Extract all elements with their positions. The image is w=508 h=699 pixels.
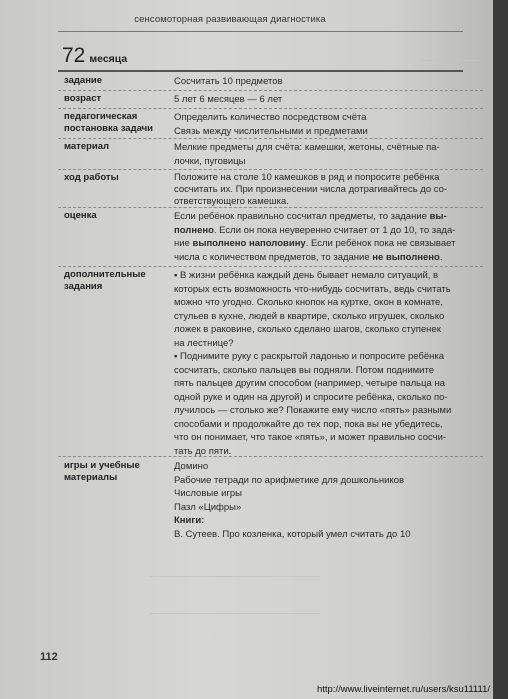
row-value <box>174 93 479 107</box>
row-text: можно что угодно. Сколько кнопок на куртке, окон в комнате, <box>174 297 443 308</box>
row-text: тать до пяти. <box>174 445 232 457</box>
row-text: лочки, пуговицы <box>174 155 246 167</box>
table-row-procedure <box>58 170 483 208</box>
row-text: Рабочие тетради по арифметике для дошкольников <box>174 474 405 486</box>
row-text: способами и продолжайте до тех пор, пока вы не убедитесь, <box>174 418 443 430</box>
row-text: Связь между числительными и предметами <box>174 125 368 137</box>
row-text: числа с количеством предметов, то задание не выполнено. <box>174 251 443 263</box>
page-title <box>62 44 127 68</box>
row-value <box>174 172 479 208</box>
running-header: сенсомоторная развивающая диагностика <box>134 14 326 25</box>
row-text: Числовые игры <box>174 488 243 499</box>
row-text: сосчитать их. При произнесении числа дотрагивайтесь до со- <box>174 184 448 195</box>
row-label: задание <box>64 75 103 86</box>
row-value <box>174 75 479 89</box>
row-text: Положите на столе 10 камешков в ряд и попросите ребёнка <box>174 172 440 183</box>
row-label: дополнительные задания <box>64 269 146 292</box>
table-row-games-materials <box>58 458 483 558</box>
row-text: Определить количество посредством счёта <box>174 112 367 123</box>
row-value <box>174 460 479 541</box>
row-label: ход работы <box>64 172 119 183</box>
watermark-url: http://www.liveinternet.ru/users/ksu11111/ <box>316 684 490 695</box>
row-text: на лестнице? <box>174 337 234 349</box>
books-heading: Книги: <box>174 515 205 526</box>
row-text: ▪ В жизни ребёнка каждый день бывает немало ситуаций, в <box>174 270 439 281</box>
row-text: Пазл «Цифры» <box>174 501 242 513</box>
row-label: возраст <box>64 93 102 104</box>
row-text: что он понимает, что такое «пять», и может правильно сосчи- <box>174 432 447 443</box>
row-text: ние выполнено наполовину. Если ребёнок пока не связывает <box>174 238 456 249</box>
row-label: педагогическая постановка задачи <box>64 111 154 134</box>
row-label: оценка <box>64 210 97 221</box>
table-row-material <box>58 139 483 170</box>
row-value <box>174 269 479 458</box>
row-value <box>174 141 479 168</box>
row-label: материал <box>64 141 110 152</box>
table-row-extra-tasks <box>58 267 483 457</box>
row-text: Мелкие предметы для счёта: камешки, жетоны, счётные па- <box>174 142 440 153</box>
table-row-goal <box>58 109 483 139</box>
row-text: Сосчитать 10 предметов <box>174 76 283 87</box>
row-text: 5 лет 6 месяцев — 6 лет <box>174 94 283 105</box>
row-text: Домино <box>174 461 209 472</box>
row-text: Если ребёнок правильно сосчитал предметы, то задание вы- <box>174 211 447 222</box>
row-text: сосчитать, сколько пальцев вы подняли. Потом поднимите <box>174 364 435 376</box>
row-text: которых есть возможность что-нибудь сосчитать, ведь считать <box>174 283 451 295</box>
book-entry: В. Сутеев. Про козленка, который умел считать до 10 <box>174 528 411 540</box>
table-row-task <box>58 73 483 91</box>
row-label: игры и учебные материалы <box>64 460 140 483</box>
row-text: ложек в раковине, сколько сделано шагов, сколько ступенек <box>174 324 441 335</box>
row-text: полнено. Если он пока неуверенно считает от 1 до 10, то зада- <box>174 224 456 236</box>
title-divider <box>58 70 463 72</box>
row-text: ответствующего камешка. <box>174 196 289 207</box>
row-text: пять пальцев другим способом (например, четыре пальца на <box>174 378 446 389</box>
header-divider <box>58 31 463 32</box>
table-row-age <box>58 91 483 109</box>
row-text: стульев в кухне, людей в квартире, сколько игрушек, сколько <box>174 310 445 322</box>
row-text: одной руке и один на другой) и спросите ребёнка, сколько по- <box>174 391 448 403</box>
page-number: 112 <box>40 651 58 663</box>
month-unit: месяца <box>89 53 128 65</box>
table-row-evaluation <box>58 208 483 267</box>
row-value <box>174 210 479 264</box>
row-text: лучилось — столько же? Покажите ему число «пять» разными <box>174 405 452 416</box>
month-number: 72 <box>62 44 86 67</box>
show-through-lines <box>150 576 320 614</box>
row-text: ▪ Поднимите руку с раскрытой ладонью и попросите ребёнка <box>174 351 445 362</box>
row-value <box>174 111 479 138</box>
